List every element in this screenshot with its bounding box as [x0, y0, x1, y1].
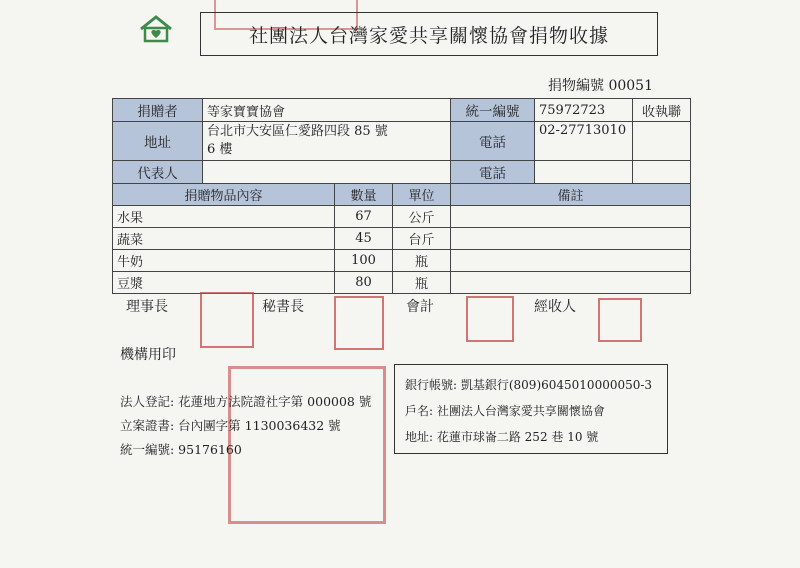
item-name: 牛奶 — [113, 250, 335, 272]
item-note — [451, 250, 691, 272]
org-filing: 立案證書: 台內團字第 1130036432 號 — [120, 418, 341, 433]
rep-value — [203, 161, 451, 184]
item-name: 水果 — [113, 206, 335, 228]
org-uid: 統一編號: 95176160 — [120, 442, 242, 457]
serial-number — [548, 75, 653, 95]
secretary-label: 秘書長 — [262, 299, 304, 315]
address-value — [203, 122, 451, 161]
copy-label: 收執聯 — [633, 99, 691, 122]
org-registration: 法人登記: 花蓮地方法院證社字第 000008 號 — [120, 394, 372, 409]
phone2-label: 電話 — [451, 161, 535, 184]
receipt-title: 社團法人台灣家愛共享關懷協會捐物收據 — [200, 12, 658, 56]
item-qty: 100 — [335, 250, 393, 272]
handler-seal-stamp — [598, 298, 642, 342]
address-line-2: 6 樓 — [207, 142, 233, 157]
empty-cell — [633, 161, 691, 184]
empty-cell — [633, 122, 691, 161]
item-note — [451, 272, 691, 294]
address-label: 地址 — [113, 122, 203, 161]
donation-table — [112, 98, 691, 294]
items-header-row — [113, 184, 691, 206]
item-unit: 瓶 — [393, 250, 451, 272]
table-row — [113, 272, 691, 294]
items-header-content: 捐贈物品內容 — [113, 184, 335, 206]
table-row — [113, 250, 691, 272]
secretary-seal-stamp — [334, 296, 384, 350]
accounting-seal-stamp — [466, 296, 514, 342]
org-seal-label: 機構用印 — [120, 347, 176, 363]
table-row — [113, 99, 691, 122]
rep-label: 代表人 — [113, 161, 203, 184]
table-row — [113, 161, 691, 184]
donor-name-label: 捐贈者 — [113, 99, 203, 122]
item-unit: 瓶 — [393, 272, 451, 294]
serial-label: 捐物編號 — [548, 78, 604, 94]
phone-value: 02-27713010 — [535, 122, 633, 161]
item-name: 蔬菜 — [113, 228, 335, 250]
items-header-qty: 數量 — [335, 184, 393, 206]
table-row — [113, 206, 691, 228]
item-unit: 台斤 — [393, 228, 451, 250]
bank-holder: 戶名: 社團法人台灣家愛共享關懷協會 — [405, 404, 605, 418]
handler-label: 經收人 — [534, 299, 576, 315]
bank-address: 地址: 花蓮市球崙二路 252 巷 10 號 — [405, 430, 599, 444]
item-qty: 45 — [335, 228, 393, 250]
house-heart-logo-icon — [138, 14, 174, 44]
uid-value: 75972723 — [535, 99, 633, 122]
donor-name-value: 等家寶寶協會 — [203, 99, 451, 122]
phone-label: 電話 — [451, 122, 535, 161]
address-line-1: 台北市大安區仁愛路四段 85 號 — [207, 124, 388, 139]
serial-value: 00051 — [608, 78, 653, 94]
item-unit: 公斤 — [393, 206, 451, 228]
item-note — [451, 206, 691, 228]
chairman-label: 理事長 — [126, 299, 168, 315]
phone2-value — [535, 161, 633, 184]
table-row — [113, 228, 691, 250]
item-qty: 67 — [335, 206, 393, 228]
item-name: 豆漿 — [113, 272, 335, 294]
uid-label: 統一編號 — [451, 99, 535, 122]
organization-seal-stamp — [228, 366, 386, 524]
items-header-note: 備註 — [451, 184, 691, 206]
item-note — [451, 228, 691, 250]
chairman-seal-stamp — [200, 292, 254, 348]
accounting-label: 會計 — [406, 299, 434, 315]
items-header-unit: 單位 — [393, 184, 451, 206]
item-qty: 80 — [335, 272, 393, 294]
bank-account: 銀行帳號: 凱基銀行(809)6045010000050-3 — [405, 378, 653, 392]
